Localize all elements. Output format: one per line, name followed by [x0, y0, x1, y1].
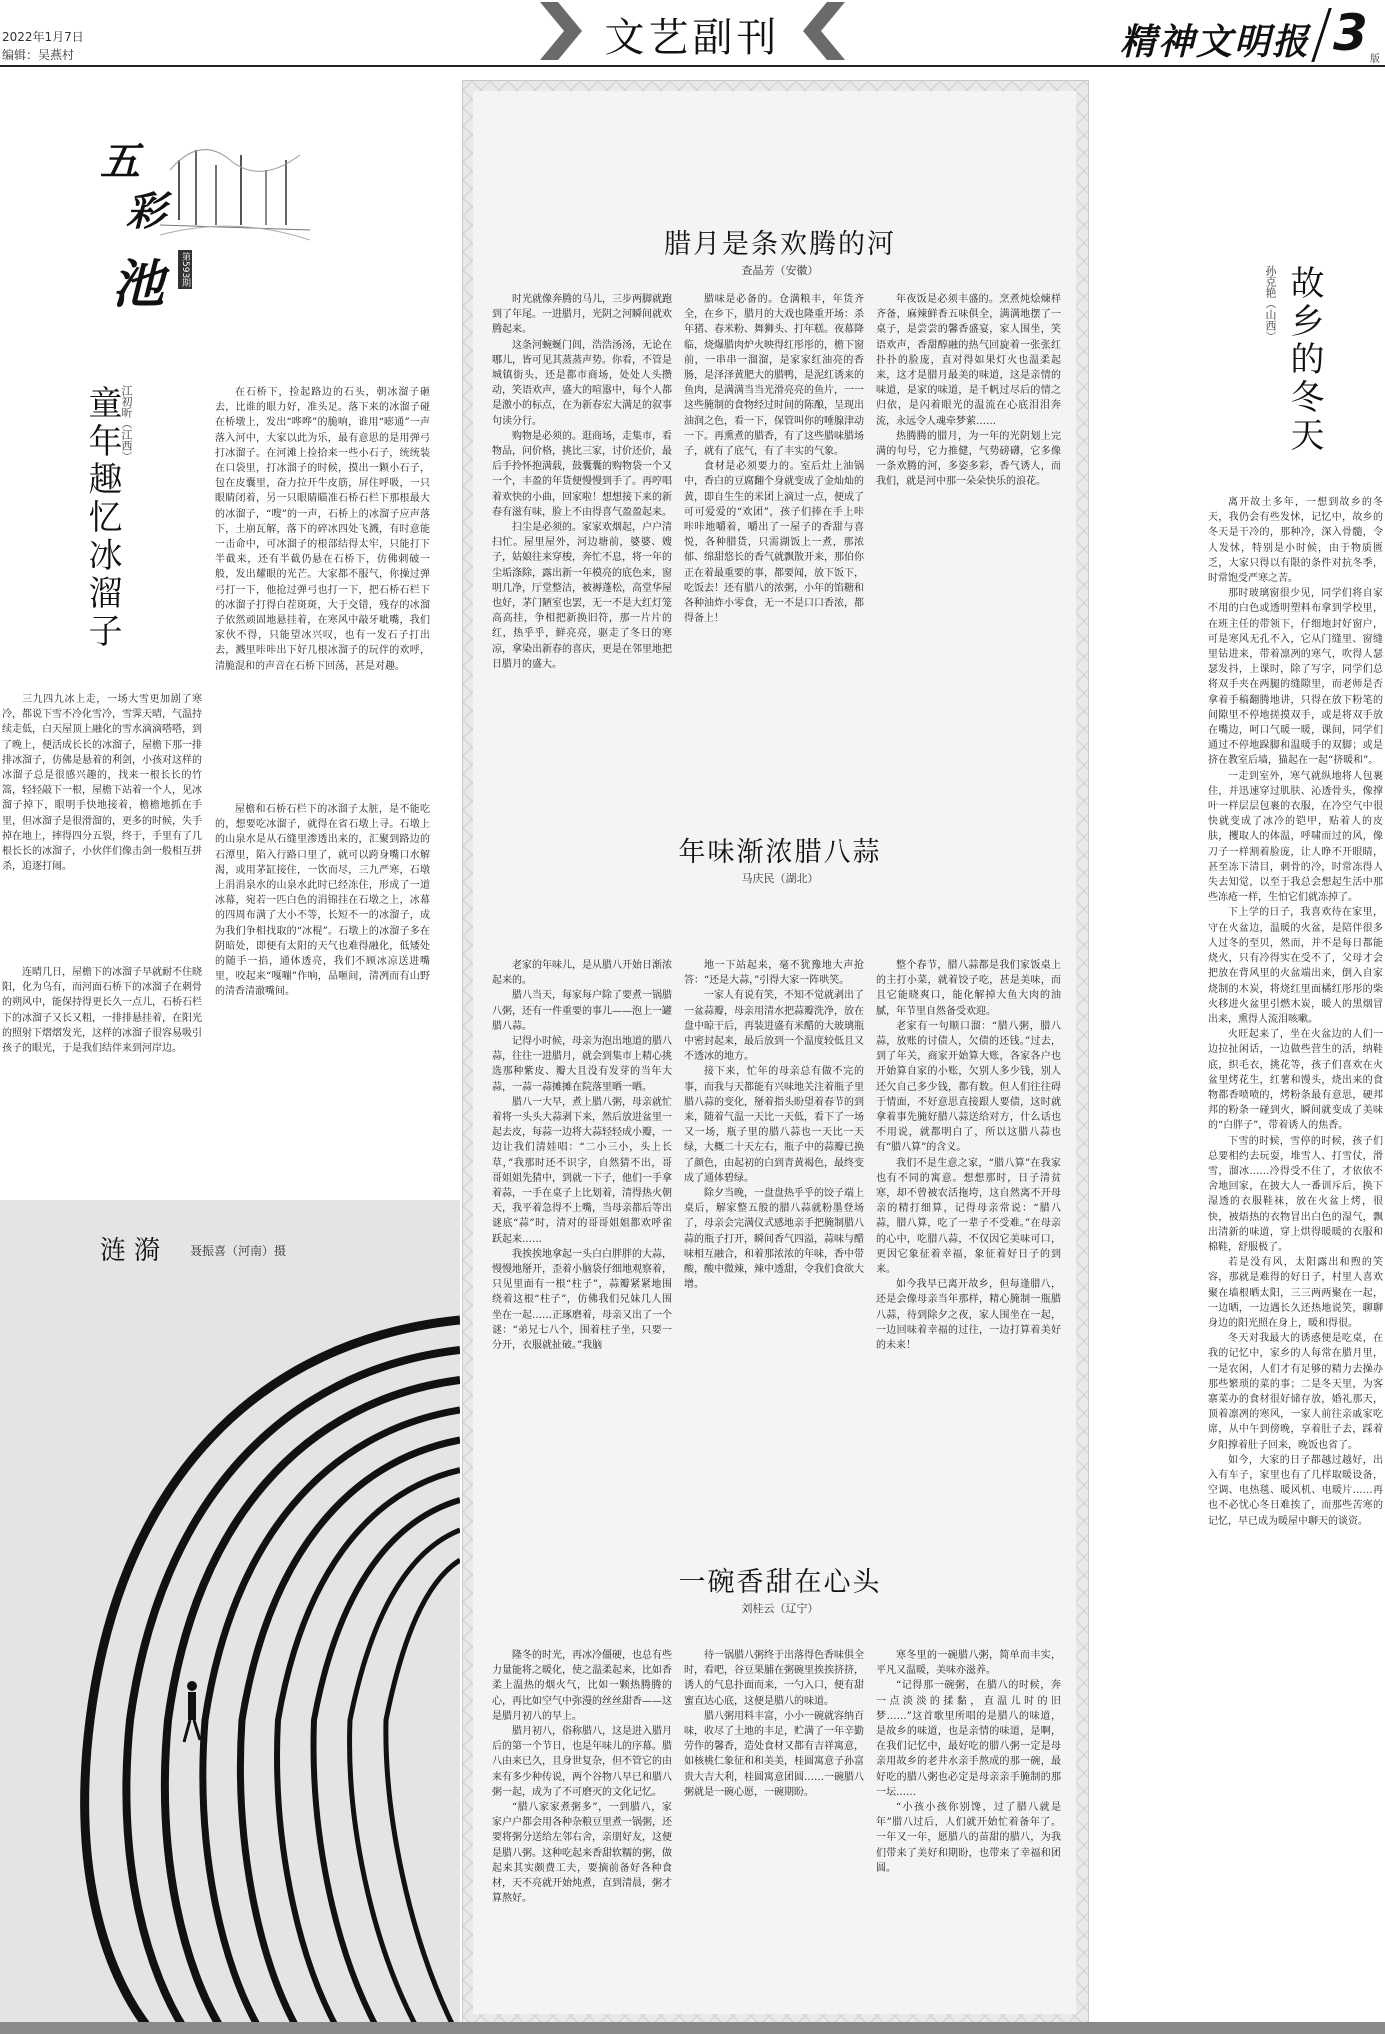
- article-body-childhood-a: [215, 385, 430, 800]
- logo-issue-badge: 第593期: [180, 252, 190, 288]
- paragraph: 待一锅腊八粥终于出落得色香味俱全时，看吧，谷豆果脯在粥碗里挨挨挤挤，诱人的气息扑面而来，一勺入口，便有甜蜜直达心底，这便是腊八的味道。: [684, 1650, 864, 1707]
- article-title-childhood: 童年趣忆冰溜子: [82, 385, 122, 651]
- nameplate-divider: [1311, 8, 1332, 62]
- article-body-suan-col1: [492, 958, 672, 1488]
- paragraph: 老家有一句顺口溜：“腊八粥，腊八蒜，放账的讨债人，欠债的还钱。”过去，到了年关，商家开始算大账，各家各户也开始算自家的小账，欠别人多少钱，别人还欠自己多少钱，都有数。但人们往往碍于情面，不好意思直接跟人要债，这时就拿着事先腌好腊八蒜送给对方，什么话也不用说，就都明白了，所以这腊八蒜也有“腊八算”的含义。: [876, 1020, 1061, 1154]
- logo-char-3: 池: [112, 254, 165, 315]
- paragraph: 腊八当天，每家每户除了要煮一锅腊八粥，还有一件重要的事儿——泡上一罐腊八蒜。: [492, 990, 672, 1032]
- paragraph: 下雪的时候，雪停的时候，孩子们总要相约去玩耍，堆雪人、打雪仗，滑雪，溜冰……冷得受不住了，才依依不舍地回家，在披大人一番训斥后，换下湿透的衣服鞋袜，放在火盆上烤，很快，被焐热的衣物冒出白色的湿气，飘出清新的味道，穿上烘得暖暖的衣服和棉鞋，舒服极了。: [1208, 1135, 1383, 1253]
- column-logo: [100, 130, 310, 320]
- paragraph: 我们不是生意之家，“腊八算”在我家也有不同的寓意。想想那时，日子清贫寒，却不曾被农活拖垮，这自然离不开母亲的精打细算，记得母亲常说：“腊八蒜，腊八算，吃了一辈子不受难。”在母亲的心中，吃腊八蒜，不仅因它美味可口，更因它象征着幸福，象征着好日子的到来。: [876, 1157, 1061, 1276]
- article-body-childhood-c: [2, 692, 202, 962]
- article-author-zhou: 刘桂云（辽宁）: [741, 1602, 819, 1615]
- photo-ripple: [0, 1200, 460, 2030]
- footer-bar: [0, 2022, 1385, 2034]
- paragraph: 一家人有说有笑，不知不觉就剥出了一盆蒜瓣，母亲用清水把蒜瓣洗净，放在盘中晾干后，再装进盛有米醋的大玻璃瓶中密封起来，最后放到一个温度较低且又不透冰的地方。: [684, 990, 864, 1063]
- article-body-childhood-d: [2, 965, 202, 1100]
- photo-title: 涟漪: [100, 1236, 169, 1266]
- section-title: 文艺副刊: [604, 15, 781, 61]
- editor-credit: 编辑：吴燕村: [2, 48, 75, 62]
- paragraph: 腊味是必备的。仓满粮丰，年货齐全，在乡下，腊月的大戏也隆重开场：杀年猪、春米粉、舞狮头、打年糕。夜幕降临，烧爆腊肉炉火映得红彤彤的，檐下窗前，一串串一溜溜，是家家红油亮的香肠，是泽泽黄肥大的腊鸭，是泥红诱来的鱼肉，是满满当当光滑亮亮的鱼片，一一这些腌制的食物经过时间的陈酿，呈现出油润之色，看一下，保管叫你的唾腺津动一下。再熏煮的腊香，有了这些腊味腊场子，就有了底气，有了丰实的气象。: [684, 294, 864, 458]
- paragraph: 寒冬里的一碗腊八粥，简单而丰实，平凡又温暖，美味亦滋养。: [876, 1650, 1061, 1677]
- paragraph: 接下来，忙年的母亲总有做不完的事，而我与天都能有兴味地关注着瓶子里腊八蒜的变化，掰着指头盼望着春节的到来，随着气温一天比一天低，看下了一场又一场，瓶子里的腊八蒜也一天比一天绿，大概二十天左右，瓶子中的蒜瓣已换了颜色，由起初的白到青黄褐色，最终变成了通体碧绿。: [684, 1066, 864, 1184]
- paragraph: 年夜饭是必须丰盛的。烹煮炖烩煉样齐备，麻辣鲜香五味俱全，满满地摆了一桌子，是尝尝的馨香盛宴，家人围坐，笑语欢声，香甜醇融的热气回旋着一张张红扑扑的脸庞，直对得如果灯火也温柔起来，这才是腊月最美的味道，这是亲情的味道，是家的味道，是千帆过尽后的情之归依，是闪着眼光的温流在心底泪泪奔流，永远令人魂牵梦萦……: [876, 294, 1061, 427]
- paper-nameplate: 精神文明报: [1120, 21, 1311, 63]
- photo-credit: 聂振喜（河南）摄: [190, 1244, 287, 1258]
- paragraph: 火旺起来了，坐在火盆边的人们一边拉扯闲话，一边做些营生的活，纳鞋底，织毛衣，挑花等，孩子们喜欢在火盆里烤花生，红薯和馒头，烧出来的食物都香喷喷的，烤粉条最有意思，硬邦邦的粉条一碰到火，瞬间就变成了美味的“白胖子”，带着诱人的焦香。: [1208, 1029, 1383, 1132]
- article-body-suan-col3: [876, 958, 1061, 1488]
- page-number: 3: [1333, 4, 1368, 62]
- ripple-photo-graphic: [0, 1200, 460, 2030]
- article-body-guxiang: [1208, 495, 1383, 2005]
- paragraph: 若是没有风，太阳露出和煦的笑容，那就是难得的好日子，村里人喜欢聚在墙根晒太阳，三三两两聚在一起，一边晒，一边遇长久还热地说笑，聊聊身边的阳光照在身上，暖和得很。: [1208, 1257, 1383, 1329]
- page-suffix: 版: [1370, 54, 1380, 65]
- article-author-larue: 查晶芳（安徽）: [741, 264, 819, 277]
- paragraph: 老家的年味儿，是从腊八开始日渐浓起来的。: [492, 960, 672, 987]
- paragraph: “小孩小孩你别馋，过了腊八就是年”腊八过后，人们就开始忙着备年了。一年又一年，愿腊八的苗甜的腊八，为我们带来了美好和期盼，也带来了幸福和团圆。: [876, 1802, 1061, 1874]
- paragraph: “腊八家家煮粥多”，一到腊八，家家户户都会用各种杂粮豆里煮一锅粥，还要将粥分送给左邻右舍，亲朋好友，这便是腊八粥。这种吃起来香甜软糯的粥，做起来其实颇费工夫，要摘前备好各种食材，天不亮就开始炖煮，直到清晨，粥才算熬好。: [492, 1802, 672, 1905]
- article-body-larue-col2: [684, 292, 864, 762]
- paragraph: 在石桥下，捡起路边的石头，朝冰溜子砸去，比谁的眼力好，准头足。落下来的冰溜子碰在桥墩上，发出“哗哗”的脆响，谁用“嘭通”一声落入河中，大家以此为乐，最有意思的是用弹弓打冰溜子。在河滩上捡拾来一些小石子，统统装在口袋里，打冰溜子的时候，摸出一颗小石子，包在皮囊里，奋力拉开牛皮筋，屏住呼吸，一只眼睛闭着，另一只眼睛瞄准石桥石栏下那根最大的冰溜子，“嗖”的一声，石桥上的冰溜子应声落下，土崩瓦解，落下的碎冰四处飞溅，有时意能一击命中，可冰溜子的根部结得太牢，只能打下半截来，还有半截仍悬在石桥下，仿佛刺破一般，发出耀眼的光芒。大家都不服气，你操过弹弓打一下，他抢过弹弓也打一下，把石桥石栏下的冰溜子打得白茬斑斑，大于交错，残存的冰溜子依然顽固地悬挂着，在寒风中敲牙呲嘴，我们家伙不得，只能望冰兴叹，也有一发石子打出去，溅里咔咔出下好几根冰溜子的玩伴的欢呼，清脆混和的声音在石桥下回荡，甚是对趣。: [215, 387, 430, 672]
- paragraph: 扫尘是必须的。家家欢烟起，户户清扫忙。屋里屋外，河边塘前，婆婆、嫂子，姑娘往来穿梭，奔忙不息，将一年的尘垢涤除，露出新一年模亮的底色来，窗明几净，厅堂整洁，被褥蓬松，高堂华屋也好，茅门陋室也罢，无一不是大红灯笼高高挂，争相把新换旧符，那一片片的红，热乎乎，鲜亮亮，驱走了冬日的寒凉，拿染出新春的喜庆，更是在邻里地把日腊月的盛大。: [492, 522, 672, 670]
- article-body-larue-col1: [492, 292, 672, 762]
- section-banner: [520, 0, 865, 62]
- paragraph: 整个春节，腊八蒜都是我们家饭桌上的主打小菜，就着饺子吃，甚是美味，而且它能晓爽口，能化解掉大鱼大肉的油腻，年节里自然备受欢迎。: [876, 960, 1061, 1017]
- paragraph: 热腾腾的腊月，为一年的光阴划上完满的句号，它力推健，气势磅礴，它多像一条欢腾的河，多姿多彩，香气诱人，而我们，就是河中那一朵朵快乐的浪花。: [876, 430, 1061, 488]
- paragraph: 如今我早已离开故乡，但每逢腊八，还是会像母亲当年那样，精心腌制一瓶腊八蒜，待到除夕之夜，家人围坐在一起，一边回味着幸福的过往，一边打算着美好的未来！: [876, 1279, 1061, 1352]
- paragraph: 腊八粥用料丰富，小小一碗就容纳百味，收尽了土地的丰足，贮满了一年辛勤劳作的馨香，造处食材又都有吉祥寓意，如核桃仁象征和和美美，桂圆寓意子孙富贵大吉大利，桂圆寓意团圆……一碗腊八粥就是一碗心愿，一碗期盼。: [684, 1710, 864, 1798]
- article-title-larue: 腊月是条欢腾的河: [664, 229, 896, 260]
- paragraph: 这条河蜿蜒门闾，浩浩汤汤，无论在哪儿，皆可见其蒸蒸声势。你看，不管是城镇街头，还是都市商场，处处人头攒动，笑语欢声，盛大的喧嚣中，每个人都是激小的标点，在为新春宏大满足的叙事句读分行。: [492, 339, 672, 427]
- paragraph: 购物是必须的。逛商场，走集市，看物品，问价格，挑比三家，讨价还价，最后手拎怀抱满载，鼓囊囊的购物袋一个又一个，丰盈的年货便慢慢到手了。再哼唱着欢快的小曲，回家啦！想想接下来的新春有滋有味，脸上不由得喜气盈盈起来。: [492, 430, 672, 518]
- paragraph: 一走到室外，寒气就纵地将人包裹住，并迅速穿过肌肤、沁透骨头，像撑叶一样层层包裹的衣服，在冷空气中很快就变成了冰冷的铠甲，贴着人的皮肤，攫取人的体温，呼啸而过的风，像刀子一样割着脸庞，让人睁不开眼睛，甚至冻下清目，刺骨的冷，时常冻得人失去知觉，以至于我总会想起生活中那些冻疮一样，生怕它们就冻掉了。: [1208, 770, 1383, 904]
- paragraph: 隆冬的时光，再冰冷僵硬，也总有些力量能将之暖化，使之温柔起来，比如香柔上温热的烟火气，比如一颗热腾腾的心，再比如空气中弥漫的丝丝甜香——这是腊月初八的早上。: [492, 1650, 672, 1722]
- article-title-suan: 年味渐浓腊八蒜: [678, 837, 882, 868]
- article-author-guxiang: 孙克艳（山西）: [1264, 265, 1277, 342]
- article-body-suan-col2: [684, 958, 864, 1488]
- paragraph: 记得小时候，母亲为泡出地道的腊八蒜，往往一进腊月，就会到集市上精心挑选那种紫皮、瓣大且没有发芽的当年大蒜，一蒜一蒜摊摊在院落里晒一晒。: [492, 1036, 672, 1093]
- logo-char-1: 五: [100, 138, 140, 185]
- article-author-childhood: 江初昕（江西）: [120, 385, 133, 462]
- paragraph: “记得那一碗粥，在腊八的时候，奔一点淡淡的揉黏，直温儿时的旧梦……”这首歌里所唱的是腊八的味道，是故乡的味道，也是亲情的味道，是啊，在我们记忆中，最好吃的腊八粥一定是母亲用故乡的老井水亲手熬成的那一碗，最好吃的腊八粥也必定是母亲亲手腌制的那一坛……: [876, 1680, 1061, 1798]
- paragraph: 三九四九冰上走，一场大雪更加剧了寒冷，都说下雪不冷化雪冷，雪霁天晴，气温持续走低，白天屋顶上融化的雪水滴滴嗒嗒，到了晚上，便活成长长的冰溜子，屋檐下那一排排冰溜子，仿佛是悬着的利剑，小孩对这样的冰溜子总是很感兴趣的，找来一根长长的竹篙，轻轻敲下一根，屋檐下站着一个人，见冰溜子掉下，眼明手快地接着，檐檐地抓在手里，但冰溜子是很滑溜的，更多的时候，失手掉在地上，摔得四分五裂，终于，手里有了几根长长的冰溜子，小伙伴们像击剑一般相互拼杀，追逐打闹。: [2, 694, 202, 873]
- article-title-guxiang: 故乡的冬天: [1284, 265, 1324, 455]
- paragraph: 如今，大家的日子都越过越好，出入有车子，家里也有了几样取暖设备，空调、电热毯、暖风机、电暖片……再也不必忧心冬日难挨了，而那些苦寒的记忆，早已成为暖屋中聊天的谈资。: [1208, 1454, 1383, 1527]
- article-body-zhou-col2: [684, 1648, 864, 2013]
- paragraph: 腊八一大早，煮上腊八粥，母亲就忙着将一头头大蒜剥下来，然后放进盆里一起去皮，每蒜一边将大蒜轻轻成小瓣，一边让我们清娃唱：“二小三小，头上长草，”我那时还不识字，自然猜不出，哥哥姐姐先猜中，到就一下子，他们一手拿着蒜，一手在桌子上比划着，清得热火朝天，我平着急得不上嘴，当母亲都后等出谜底“蒜”时，清对的哥哥姐姐都欢呼雀跃起来……: [492, 1096, 672, 1245]
- paragraph: 连晴几日，屋檐下的冰溜子早就耐不住晓阳，化为乌有，而河面石桥下的冰溜子在刺骨的朔风中，能保持得更长久一点儿，石桥石栏下的冰溜子又长又粗，一排排悬挂着，在阳光的照射下熠熠发光，这样的冰溜子很容易吸引孩子的眼光，于是我们结伴来到河岸边。: [2, 967, 202, 1055]
- paragraph: 腊月初八，俗称腊八，这是进入腊月后的第一个节日，也是年味儿的序幕。腊八由来已久，且身世复杂，但不管它的由来有多少种传说，两个谷物八早已和腊八粥一起，成为了不可磨灭的文化记忆。: [492, 1726, 672, 1798]
- article-author-suan: 马庆民（湖北）: [741, 872, 819, 885]
- paragraph: 地一下站起来，毫不犹豫地大声抢答：“还是大蒜，”引得大家一阵哄笑。: [684, 960, 864, 987]
- issue-date: 2022年1月7日: [2, 30, 84, 44]
- paragraph: 那时玻璃窗很少见，同学们将自家不用的白色或透明塑料布拿到学校里，在班主任的带领下，仔细地封好窗户，可是寒风无孔不入，它从门缝里、窗缝里钻进来，带着凛冽的寒气，吹得人瑟瑟发抖，上课时，除了写字，同学们总将双手夹在两腿的缝隙里，而老师是否拿着手稿翻腾地讲，只得在放下粉笔的间隙里不停地搓摸双手，或是将双手放在嘴边，呵口气暖一暖，课间，同学们通过不停地跺脚和温暖手的双脚；或是挤在教室后墙，猫起在一起“挤暖和”。: [1208, 588, 1383, 767]
- paragraph: 下上学的日子，我喜欢待在家里，守在火盆边，温暖的火盆，是陪伴很多人过冬的至贝，然而，并不是每日都能烧火，只有冷得实在受不了，父母才会把放在背风里的火盆端出来，倒入自家烧制的木炭，将烧红里面橘红彤彤的柴火移进火盆里引燃木炭，暖人的黑烟冒出来，熏得人流泪咳嗽。: [1208, 907, 1383, 1025]
- article-body-zhou-col1: [492, 1648, 672, 2013]
- paragraph: 屋檐和石桥石栏下的冰溜子太脏，是不能吃的，想要吃冰溜子，就得在省石墩上寻。石墩上的山泉水是从石缝里渗透出来的，汇聚到路边的石潭里，陷入行路口里了，就可以跨身嘴口水解渴，或用茅缸接住，一饮而尽，三九严寒，石墩上涓涓泉水的山泉水此时已经冻住，形成了一道冰幕，宛若一匹白色的涓锦挂在石墩之上，冰幕的四周布满了大小不等，长短不一的冰溜子，成为我们争相找取的“冰棍”。石墩上的冰溜子多在阴暗处，即便有太阳的天气也难得融化，低矮处的随手一掐，通体透亮，我们不顾冰凉送进嘴里，咬起来“嘎嘣”作响，品咂间，清冽而有山野的清香清澈嘴间。: [215, 804, 430, 998]
- paragraph: 离开故土多年，一想到故乡的冬天，我仍会有些发怵，记忆中，故乡的冬天是干冷的，那种冷，深入骨髓，令人发怵，特别是小时候，由于物质匮乏，大家只得以有限的条件对抗冬季，时常饱受严寒之苦。: [1208, 497, 1383, 585]
- article-title-zhou: 一碗香甜在心头: [678, 1567, 882, 1598]
- paragraph: 时光就像奔腾的马儿，三步两脚就跑到了年尾。一进腊月，光阴之河瞬间就欢腾起来。: [492, 294, 672, 336]
- paragraph: 除夕当晚，一盘盘热乎乎的饺子端上桌后，解家整五般的腊八蒜就粉墨登场了，母亲会完满仪式感地亲手把腌制腊八蒜的瓶子打开，瞬间香气四溢，蒜味与醋味相互融合，和着那浓浓的年味，香中带酸，酸中微辣，辣中透甜，令我们食欲大增。: [684, 1188, 864, 1291]
- paragraph: 食材是必须要力的。室后灶上油锅中，香白的豆腐翻个身就变成了金灿灿的黄，即自生生的米团上滴过一点，便成了可可爱爱的“欢团”，孩子们捧在手上咔咔咔地嚼着，嚼出了一屋子的香甜与喜悦，各种腊货，只需湖饭上一煮，那浓郁、绵甜悠长的香气就飘散开来，那伯你正在着最重要的事，都要闻，放下饭下，吃饭去！还有腊八的浓粥，小年的馅糖和各种油炸小零食，无一不是口口香浓，都得备上！: [684, 461, 864, 625]
- header-rule: [0, 65, 1385, 67]
- article-body-larue-col3: [876, 292, 1061, 762]
- paragraph: 我挨挨地拿起一头白白胖胖的大蒜，慢慢地掰开，歪着小脑袋仔细地观察着，只见里面有一根“柱子”，蒜瓣紧紧地围绕着这根“柱子”，仿佛我们兄妹几人围坐在一起……正琢磨着，母亲又出了一个谜：“弟兄七八个，围着柱子坐，只要一分开，衣服就扯破。”我脑: [492, 1248, 672, 1352]
- logo-winter-sketch: [160, 130, 310, 250]
- article-body-zhou-col3: [876, 1648, 1061, 2013]
- article-body-childhood-b: [215, 802, 430, 1102]
- paragraph: 冬天对我最大的诱惑便是吃桌，在我的记忆中，家乡的人每常在腊月里，一是农闲，人们才有足够的精力去操办那些繁琐的菜的事；二是冬天里，为客寨菜办的食材很好储存放，婚礼那天，顶着凛冽的寒风，一家人前往亲戚家吃席，从中午到傍晚，享着肚子去，踩着夕阳撑着肚子回来，晚饭也省了。: [1208, 1333, 1383, 1451]
- logo-char-2: 彩: [126, 188, 166, 235]
